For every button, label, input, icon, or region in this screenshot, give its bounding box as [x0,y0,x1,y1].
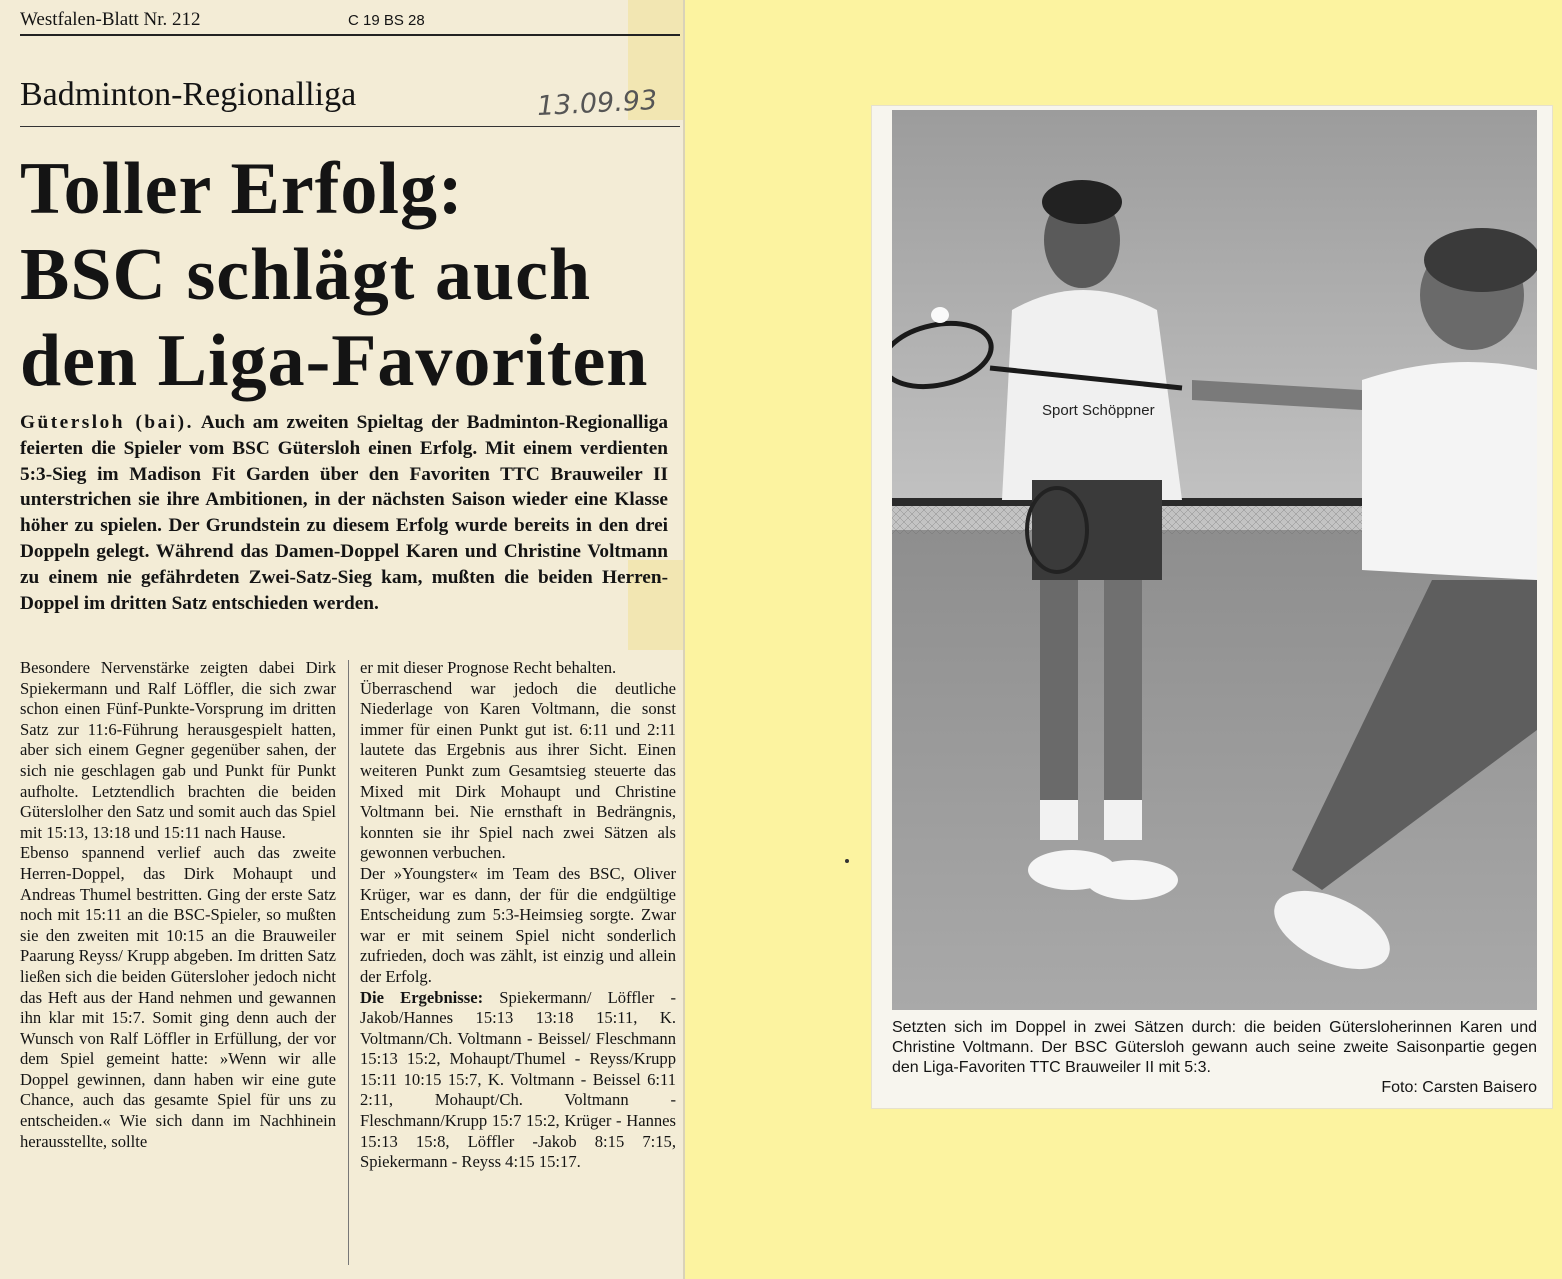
photo-clipping [872,106,1552,1108]
headline [20,146,680,404]
results-paragraph [360,988,676,1173]
column-divider [348,660,349,1265]
caption-text: Setzten sich im Doppel in zwei Sätzen durch: die beiden Gütersloherinnen Karen und Christine Voltmann. Der BSC Gütersloh gewann auch seine zweite Saisonpartie gegen den Liga-Favoriten TTC Brauweiler II mit 5:3. [892,1019,1537,1076]
badminton-photo [892,110,1537,1010]
photo-illustration [892,110,1537,1010]
paragraph: er mit dieser Prognose Recht behalten. [360,658,617,677]
photo-caption [892,1018,1537,1098]
article-column-2 [360,658,676,1173]
shirt-text: Sport Schöppner [1042,402,1155,419]
headline-line: den Liga-Favoriten [20,320,649,402]
results-text: Spiekermann/ Löffler - Jakob/Hannes 15:13 13:18 15:11, K. Voltmann/Ch. Voltmann - Beissel/ Fleschmann 15:13 15:2, Mohaupt/Thumel - Reyss/Krupp 15:11 10:15 15:7, K. Voltmann - Beissel 6:11 2:11, Mohaupt/Ch. Voltmann - Fleschmann/Krupp 15:7 15:2, Krüger - Hannes 15:13 15:8, Löffler -Jakob 8:15 7:15, Spiekermann - Reyss 4:15 15:17. [360,987,676,1172]
paragraph: Besondere Nervenstärke zeigten dabei Dirk Spiekermann und Ralf Löffler, die sich zwar schon einen Fünf-Punkte-Vorsprung im dritten Satz zur 11:6-Führung herausgespielt hatten, aber sich einem Gegner gegenüber sahen, der sich nie geschlagen gab und Punkt für Punkt aufholte. Letztendlich brachten die beiden Güterslolher den Satz und somit auch das Spiel mit 15:13, 13:18 und 15:11 nach Hause. [20,658,336,842]
section-rule [20,126,680,127]
results-heading: Die Ergebnisse: [360,987,484,1007]
newspaper-clipping [0,0,685,1279]
handwritten-date: 13.09.93 [536,84,658,123]
lead-text: Auch am zweiten Spieltag der Badminton-Regionalliga feierten die Spieler vom BSC Gütersloh einen Erfolg. Mit einem verdienten 5:3-Sieg im Madison Fit Garden über den Favoriten TTC Brauweiler II unterstrichen sie ihre Ambitionen, in der nächsten Saison wieder eine Klasse höher zu spielen. Der Grundstein zu diesem Erfolg wurde bereits in den drei Doppeln gelegt. Während das Damen-Doppel Karen und Christine Voltmann zu einem nie gefährdeten Zwei-Satz-Sieg kam, mußten die beiden Herren-Doppel im dritten Satz entschieden werden. [20,412,669,614]
headline-line: Toller Erfolg: [20,148,464,230]
paragraph: Ebenso spannend verlief auch das zweite Herren-Doppel, das Dirk Mohaupt und Andreas Thumel bestritten. Ging der erste Satz noch mit 15:11 an die BSC-Spieler, so mußten sie den zweiten mit 10:15 an die Brauweiler Paarung Reyss/ Krupp abgeben. Im dritten Satz ließen sich die beiden Gütersloher jedoch nicht das Heft aus der Hand nehmen und gewannen ihn klar mit 15:7. Somit ging denn auch der Wunsch von Ralf Löffler in Erfüllung, der vor dem Spiel gemeint hatte: »Wenn wir alle Doppel gewinnen, dann haben wir eine gute Chance, auch das gesamte Spiel für uns zu entscheiden.« Wie sich dann im Nachhinein herausstellte, sollte [20,843,336,1151]
speck [845,859,849,863]
paragraph: Der »Youngster« im Team des BSC, Oliver Krüger, war es dann, der für die endgültige Entscheidung zum 5:3-Heimsieg sorgte. Zwar war er mit seinem Spiel nicht sonderlich zufrieden, doch was zählt, ist einzig und allein der Erfolg. [360,863,676,986]
headline-line: BSC schlägt auch [20,234,592,316]
article-column-1 [20,658,336,1152]
paper-name: Westfalen-Blatt Nr. 212 [20,9,201,30]
lead-paragraph [20,410,668,616]
paragraph: Überraschend war jedoch die deutliche Niederlage von Karen Voltmann, die sonst immer für einen Punkt gut ist. 6:11 und 2:11 lautete das Ergebnis aus ihrer Sicht. Einen weiteren Punkt zum Gesamtsieg steuerte das Mixed mit Dirk Mohaupt und Christine Voltmann bei. Nie ernsthaft in Bedrängnis, konnten sie ihr Spiel nach zwei Sätzen als gewonnen verbuchen. [360,678,676,863]
page-code: C 19 BS 28 [348,12,425,29]
masthead [20,6,680,36]
photo-credit: Foto: Carsten Baisero [1381,1079,1537,1096]
section-title: Badminton-Regionalliga [20,76,357,113]
dateline: Gütersloh (bai). [20,412,194,433]
